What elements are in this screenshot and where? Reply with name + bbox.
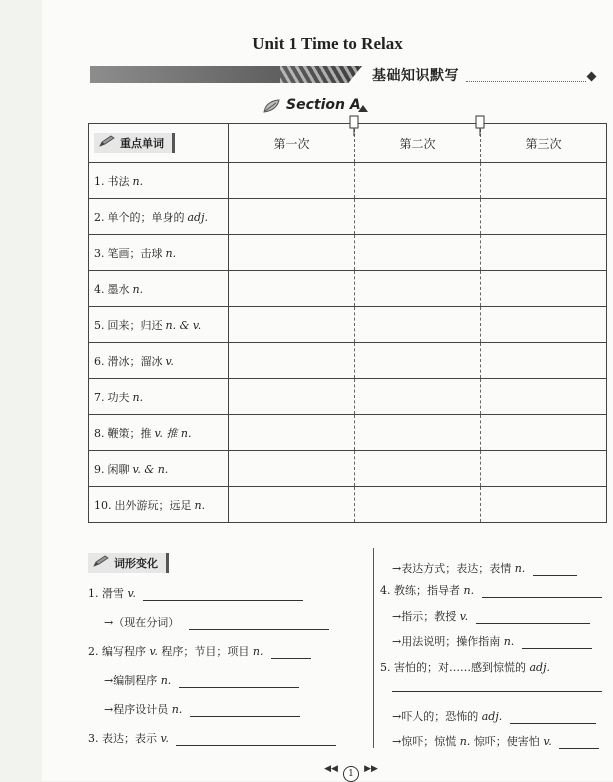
word-form-item <box>392 708 596 724</box>
item-extra: 程序；节目；项目 <box>161 645 250 658</box>
answer-line <box>392 679 602 692</box>
right-arrows-icon: ▶▶ <box>364 764 378 774</box>
table-row <box>89 451 607 487</box>
answer-cell-3[interactable] <box>481 379 607 415</box>
answer-cell-2[interactable] <box>355 343 481 379</box>
word-prompt <box>89 415 229 451</box>
item-pos: v. <box>459 610 469 623</box>
item-pos: n. <box>503 635 515 648</box>
section-banner <box>90 64 600 86</box>
item-text: →表达方式；表达；表情 <box>392 562 512 575</box>
banner-stripes <box>280 66 360 83</box>
row-meaning: 出外游玩；远足 <box>114 498 192 512</box>
answer-cell-3[interactable] <box>481 487 607 523</box>
answer-blank[interactable] <box>559 747 599 749</box>
row-number: 2. <box>94 210 105 224</box>
answer-blank[interactable] <box>510 722 596 724</box>
answer-cell-1[interactable] <box>229 487 355 523</box>
item-text: →程序设计员 <box>104 703 169 716</box>
answer-cell-3[interactable] <box>481 415 607 451</box>
answer-cell-1[interactable] <box>229 235 355 271</box>
word-form-item <box>392 633 592 649</box>
column-divider <box>373 548 374 748</box>
item-pos: v. <box>127 587 136 600</box>
answer-blank[interactable] <box>392 690 602 692</box>
item-text: 2. 编写程序 <box>88 645 146 658</box>
row-number: 10. <box>94 498 112 512</box>
banner-title: 基础知识默写 <box>372 68 459 84</box>
table-row <box>89 415 607 451</box>
left-arrows-icon: ◀◀ <box>324 764 338 774</box>
row-number: 1. <box>94 174 105 188</box>
answer-cell-2[interactable] <box>355 271 481 307</box>
worksheet-page <box>42 0 613 781</box>
answer-cell-2[interactable] <box>355 163 481 199</box>
page-title: Unit 1 Time to Relax <box>252 34 403 53</box>
table-row <box>89 307 607 343</box>
row-meaning: 书法 <box>107 174 130 188</box>
key-words-label: 重点单词 <box>120 137 164 150</box>
word-forms-section <box>88 548 607 753</box>
answer-blank[interactable] <box>179 686 299 688</box>
word-prompt <box>89 163 229 199</box>
word-prompt <box>89 343 229 379</box>
row-pos: n. <box>132 390 144 404</box>
banner-dotted-line <box>466 81 586 82</box>
answer-cell-3[interactable] <box>481 163 607 199</box>
triangle-icon <box>358 105 368 112</box>
answer-blank[interactable] <box>176 744 336 746</box>
answer-cell-3[interactable] <box>481 451 607 487</box>
answer-blank[interactable] <box>143 599 303 601</box>
row-pos: n. <box>165 246 177 260</box>
answer-cell-2[interactable] <box>355 307 481 343</box>
section-title: Section A <box>286 97 361 113</box>
page-number <box>321 761 381 777</box>
item-pos2: v. <box>543 735 552 748</box>
column-header-3 <box>481 124 607 163</box>
word-forms-label: 词形变化 <box>114 557 158 570</box>
row-pos: v. 推 n. <box>154 426 192 440</box>
word-form-item <box>392 560 577 576</box>
pencil-icon <box>93 555 109 567</box>
item-pos: adj. <box>529 661 551 674</box>
table-row <box>89 235 607 271</box>
word-prompt <box>89 451 229 487</box>
table-header-label <box>89 124 229 163</box>
row-meaning: 功夫 <box>107 390 130 404</box>
answer-cell-1[interactable] <box>229 163 355 199</box>
word-prompt <box>89 235 229 271</box>
table-row <box>89 487 607 523</box>
item-pos: v. <box>149 645 158 658</box>
item-pos: n. <box>514 562 526 575</box>
answer-blank[interactable] <box>189 628 329 630</box>
item-pos: v. <box>160 732 169 745</box>
row-pos: v. & n. <box>132 462 169 476</box>
item-pos2: n. <box>252 645 264 658</box>
answer-blank[interactable] <box>533 574 577 576</box>
word-form-item <box>392 733 599 749</box>
row-pos: n. <box>132 282 144 296</box>
section-heading <box>262 96 382 118</box>
row-meaning: 笔画；击球 <box>107 246 163 260</box>
answer-cell-2[interactable] <box>355 451 481 487</box>
item-text: 5. 害怕的；对……感到惊慌的 <box>380 661 526 674</box>
column-header-2 <box>355 124 481 163</box>
item-pos: n. <box>459 735 471 748</box>
page-number-value: 1 <box>343 766 359 782</box>
item-text: →（现在分词） <box>104 616 180 629</box>
pen-clip-icon <box>474 115 486 137</box>
row-pos: v. <box>165 354 174 368</box>
pencil-icon <box>99 135 115 147</box>
answer-cell-2[interactable] <box>355 199 481 235</box>
answer-cell-1[interactable] <box>229 307 355 343</box>
answer-cell-2[interactable] <box>355 487 481 523</box>
row-pos: adj. <box>187 210 209 224</box>
item-pos: n. <box>171 703 183 716</box>
row-pos: n. <box>194 498 206 512</box>
item-text: →吓人的；恐怖的 <box>392 710 479 723</box>
item-text: 3. 表达；表示 <box>88 732 157 745</box>
word-forms-tag <box>88 553 169 573</box>
column-header-1-label: 第一次 <box>273 136 310 151</box>
row-meaning: 闲聊 <box>107 462 130 476</box>
answer-cell-1[interactable] <box>229 199 355 235</box>
table-header-row <box>89 124 607 163</box>
table-row <box>89 199 607 235</box>
row-meaning: 回来；归还 <box>107 318 163 332</box>
item-text: →用法说明；操作指南 <box>392 635 501 648</box>
answer-cell-1[interactable] <box>229 379 355 415</box>
row-number: 8. <box>94 426 105 440</box>
table-row <box>89 343 607 379</box>
row-number: 5. <box>94 318 105 332</box>
word-form-item <box>104 701 300 717</box>
word-prompt <box>89 379 229 415</box>
item-text: 4. 教练；指导者 <box>380 584 460 597</box>
word-prompt <box>89 271 229 307</box>
word-form-item <box>88 643 311 659</box>
answer-cell-1[interactable] <box>229 343 355 379</box>
row-number: 9. <box>94 462 105 476</box>
answer-blank[interactable] <box>271 657 311 659</box>
word-prompt <box>89 199 229 235</box>
word-form-item <box>380 659 550 675</box>
answer-cell-3[interactable] <box>481 271 607 307</box>
word-form-item <box>88 585 303 601</box>
table-body <box>89 163 607 523</box>
answer-cell-1[interactable] <box>229 451 355 487</box>
row-pos: n. <box>132 174 144 188</box>
table-row <box>89 379 607 415</box>
word-prompt <box>89 487 229 523</box>
word-form-item <box>104 672 299 688</box>
item-text: →惊吓；惊慌 <box>392 735 457 748</box>
answer-cell-3[interactable] <box>481 199 607 235</box>
answer-cell-2[interactable] <box>355 235 481 271</box>
answer-blank[interactable] <box>476 622 590 624</box>
word-form-item <box>104 614 329 630</box>
answer-cell-1[interactable] <box>229 415 355 451</box>
answer-blank[interactable] <box>190 715 300 717</box>
table-row <box>89 271 607 307</box>
key-words-tag <box>94 133 175 153</box>
row-number: 4. <box>94 282 105 296</box>
row-meaning: 滑冰；溜冰 <box>107 354 163 368</box>
row-pos: n. & v. <box>165 318 202 332</box>
word-prompt <box>89 307 229 343</box>
vocabulary-table <box>88 123 607 523</box>
column-header-1 <box>229 124 355 163</box>
item-pos: adj. <box>481 710 503 723</box>
item-extra: 惊吓；使害怕 <box>473 735 540 748</box>
table-row <box>89 163 607 199</box>
row-meaning: 鞭策；推 <box>107 426 152 440</box>
answer-cell-2[interactable] <box>355 379 481 415</box>
row-number: 7. <box>94 390 105 404</box>
answer-cell-3[interactable] <box>481 343 607 379</box>
row-meaning: 墨水 <box>107 282 130 296</box>
row-meaning: 单个的；单身的 <box>107 210 185 224</box>
column-header-3-label: 第三次 <box>525 136 562 151</box>
diamond-icon <box>587 72 597 82</box>
answer-cell-2[interactable] <box>355 415 481 451</box>
item-pos: n. <box>160 674 172 687</box>
word-form-item <box>392 608 590 624</box>
answer-blank[interactable] <box>522 647 592 649</box>
answer-cell-3[interactable] <box>481 235 607 271</box>
answer-cell-1[interactable] <box>229 271 355 307</box>
item-pos: n. <box>463 584 475 597</box>
column-header-2-label: 第二次 <box>399 136 436 151</box>
row-number: 6. <box>94 354 105 368</box>
leaf-icon <box>262 98 282 114</box>
item-text: →指示；教授 <box>392 610 457 623</box>
item-text: →编制程序 <box>104 674 158 687</box>
answer-cell-3[interactable] <box>481 307 607 343</box>
word-form-item <box>380 582 602 598</box>
word-form-item <box>88 730 336 746</box>
item-text: 1. 滑雪 <box>88 587 124 600</box>
answer-blank[interactable] <box>482 596 602 598</box>
row-number: 3. <box>94 246 105 260</box>
